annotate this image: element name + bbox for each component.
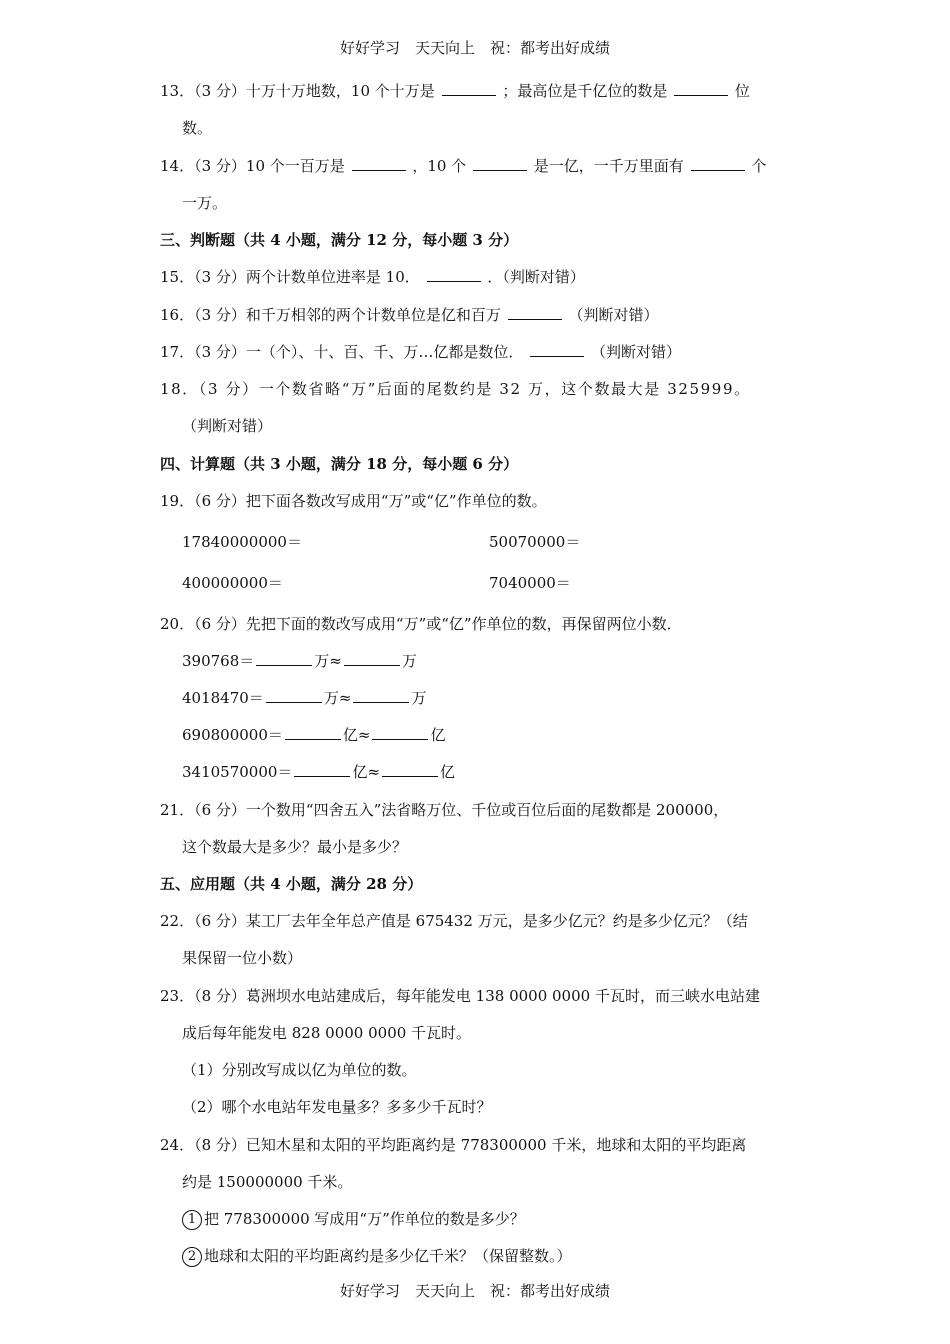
q20-row-1-number: 390768＝ [182, 652, 255, 670]
q20-row-2-number: 4018470＝ [182, 689, 264, 707]
q20-row-2-blank-2[interactable] [353, 688, 409, 703]
q13-text-b: ；最高位是千亿位的数是 [502, 82, 668, 100]
question-21: 21．（6 分）一个数用“四舍五入”法省略万位、千位或百位后面的尾数都是 200000， [160, 801, 729, 819]
q14-text-a: 14．（3 分）10 个一百万是 [160, 157, 345, 175]
q13-text-a: 13．（3 分）十万十万地数，10 个十万是 [160, 82, 435, 100]
page-header: 好好学习 天天向上 祝：都考出好成绩 [339, 39, 610, 57]
question-20-title: 20．（6 分）先把下面的数改写成用“万”或“亿”作单位的数，再保留两位小数． [160, 615, 682, 633]
question-17 [160, 342, 681, 362]
q15-text-b: ．（判断对错） [487, 268, 585, 286]
q20-row-3-number: 690800000＝ [182, 726, 283, 744]
question-14 [160, 156, 766, 176]
q13-text-c: 位 [734, 82, 750, 100]
q20-row-1-blank-1[interactable] [256, 651, 312, 666]
question-19-title: 19．（6 分）把下面各数改写成用“万”或“亿”作单位的数。 [160, 492, 547, 510]
q13-text-d: 数。 [182, 119, 213, 137]
q20-row-1-unit-1: 万≈ [314, 652, 342, 670]
q13-blank-2[interactable] [674, 81, 728, 96]
q14-text-c: 是一亿，一千万里面有 [533, 157, 684, 175]
q16-text-a: 16．（3 分）和千万相邻的两个计数单位是亿和百万 [160, 306, 501, 324]
q20-row-4-unit-1: 亿≈ [352, 763, 381, 781]
q23-text-b: 成后每年能发电 828 0000 0000 千瓦时。 [182, 1024, 472, 1042]
question-24: 24．（8 分）已知木星和太阳的平均距离约是 778300000 千米，地球和太阳的平均距离 [160, 1136, 747, 1154]
question-23: 23．（8 分）葛洲坝水电站建成后，每年能发电 138 0000 0000 千瓦时，而三峡水电站建 [160, 987, 760, 1005]
q14-blank-1[interactable] [352, 156, 406, 171]
q18-text-b: （判断对错） [182, 417, 273, 435]
q15-blank[interactable] [427, 267, 481, 282]
q24-text-b: 约是 150000000 千米。 [182, 1173, 353, 1191]
q19-item-4: 7040000＝ [489, 574, 571, 592]
q20-row-1-blank-2[interactable] [344, 651, 400, 666]
question-18: 18．（3 分）一个数省略“万”后面的尾数约是 32 万，这个数最大是 325999。 [160, 380, 751, 398]
q14-blank-3[interactable] [691, 156, 745, 171]
q13-blank-1[interactable] [442, 81, 496, 96]
q19-item-1: 17840000000＝ [182, 533, 302, 551]
circled-2-marker: 2 [182, 1247, 202, 1267]
q23-part-2: （2）哪个水电站年发电量多？多多少千瓦时？ [182, 1098, 492, 1116]
q20-row-3-unit-1: 亿≈ [342, 726, 371, 744]
q20-row-3-blank-1[interactable] [285, 725, 341, 740]
section-3-title: 三、判断题（共 4 小题，满分 12 分，每小题 3 分） [160, 231, 519, 249]
q20-row-4 [182, 762, 455, 782]
question-22: 22．（6 分）某工厂去年全年总产值是 675432 万元，是多少亿元？约是多少亿元？（结 [160, 912, 748, 930]
circled-1-marker: 1 [182, 1210, 202, 1230]
q20-row-3-blank-2[interactable] [372, 725, 428, 740]
q23-part-1: （1）分别改写成以亿为单位的数。 [182, 1061, 417, 1079]
q17-text-a: 17．（3 分）一（个）、十、百、千、万…亿都是数位． [160, 343, 524, 361]
q24-part-2-text: 地球和太阳的平均距离约是多少亿千米？（保留整数。） [204, 1247, 572, 1265]
q14-text-d: 个 [751, 157, 767, 175]
q14-blank-2[interactable] [473, 156, 527, 171]
q20-row-4-unit-2: 亿 [440, 763, 456, 781]
q24-part-1-text: 把 778300000 写成用“万”作单位的数是多少？ [204, 1210, 525, 1228]
q15-text-a: 15．（3 分）两个计数单位进率是 10． [160, 268, 420, 286]
q20-row-2-blank-1[interactable] [266, 688, 322, 703]
q20-row-1-unit-2: 万 [401, 652, 417, 670]
q20-row-4-blank-2[interactable] [382, 762, 438, 777]
question-16 [160, 305, 658, 325]
question-15 [160, 267, 585, 287]
page-footer: 好好学习 天天向上 祝：都考出好成绩 [339, 1282, 610, 1300]
q24-part-1 [182, 1209, 525, 1230]
q14-text-b: ，10 个 [412, 157, 467, 175]
q20-row-4-number: 3410570000＝ [182, 763, 293, 781]
q20-row-3 [182, 725, 446, 745]
q20-row-2 [182, 688, 426, 708]
q20-row-2-unit-2: 万 [411, 689, 427, 707]
q17-text-b: （判断对错） [590, 343, 681, 361]
q19-item-3: 400000000＝ [182, 574, 283, 592]
q21-text-b: 这个数最大是多少？最小是多少？ [182, 838, 408, 856]
section-5-title: 五、应用题（共 4 小题，满分 28 分） [160, 875, 423, 893]
question-13 [160, 81, 750, 101]
q19-item-2: 50070000＝ [489, 533, 581, 551]
q20-row-2-unit-1: 万≈ [323, 689, 352, 707]
q20-row-1 [182, 651, 417, 671]
q24-part-2 [182, 1246, 572, 1267]
q20-row-3-unit-2: 亿 [430, 726, 446, 744]
q16-text-b: （判断对错） [568, 306, 659, 324]
q20-row-4-blank-1[interactable] [294, 762, 350, 777]
q14-text-e: 一万。 [182, 194, 228, 212]
q17-blank[interactable] [530, 342, 584, 357]
section-4-title: 四、计算题（共 3 小题，满分 18 分，每小题 6 分） [160, 455, 519, 473]
q22-text-b: 果保留一位小数） [182, 949, 303, 967]
q16-blank[interactable] [508, 305, 562, 320]
